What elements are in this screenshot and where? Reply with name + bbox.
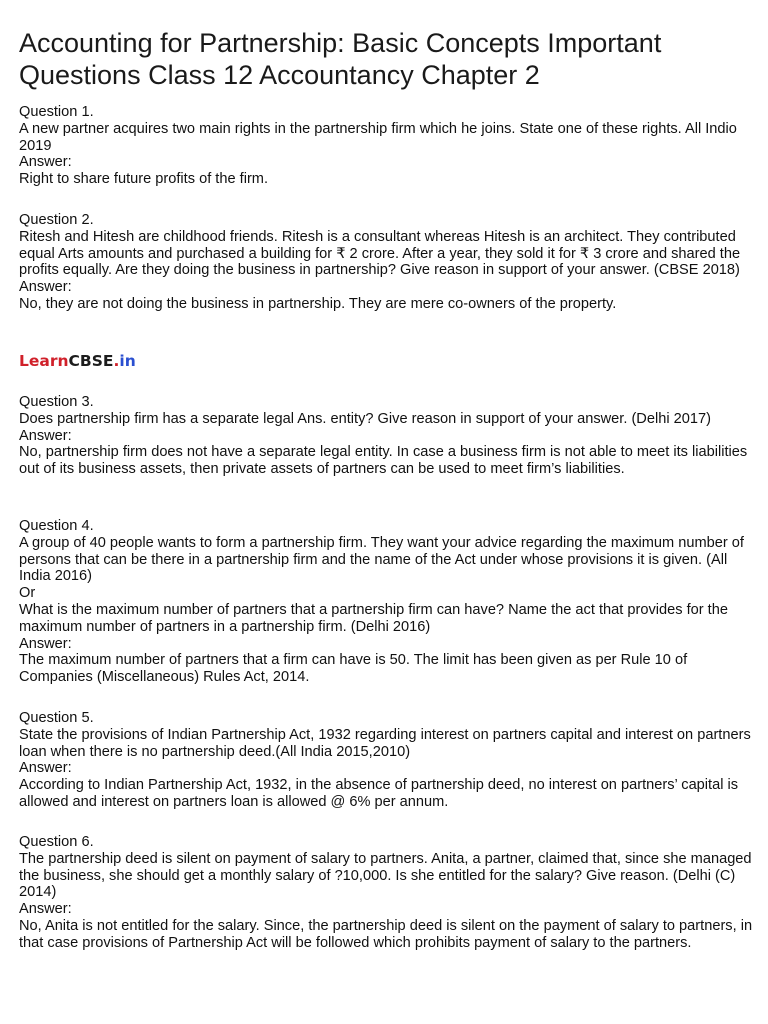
answer-text: The maximum number of partners that a firm can have is 50. The limit has been given as per Rule 10 of Companies (Miscellaneous) Rules Act, 2014. xyxy=(19,652,688,686)
question-text: Does partnership firm has a separate legal Ans. entity? Give reason in support of your answer. (Delhi 2017) xyxy=(19,410,711,427)
question-block-3 xyxy=(19,394,754,478)
answer-label: Answer: xyxy=(19,154,72,171)
page-title: Accounting for Partnership: Basic Concepts Important Questions Class 12 Accountancy Chapter 2 xyxy=(19,28,662,90)
question-label: Question 4. xyxy=(19,518,94,534)
question-text: A new partner acquires two main rights in the partnership firm which he joins. State one of these rights. All Indio 2019 xyxy=(19,120,737,154)
question-block-1 xyxy=(19,104,754,188)
learncbse-logo xyxy=(19,352,136,370)
question-label: Question 6. xyxy=(19,834,94,850)
question-label: Question 5. xyxy=(19,710,94,726)
answer-text: Right to share future profits of the firm. xyxy=(19,171,269,188)
question-or: Or xyxy=(19,585,36,602)
answer-label: Answer: xyxy=(19,635,72,652)
question-label: Question 2. xyxy=(19,212,94,228)
question-text: Ritesh and Hitesh are childhood friends. Ritesh is a consultant whereas Hitesh is an architect. They contributed equal Arts amounts and purchased a building for ₹ 2 crore. After a year, they sold it for ₹ 3 crore and shared the profits equally. Are they doing the business in partnership? Give reason in support of your answer. (CBSE 2018) xyxy=(19,228,741,279)
question-label: Question 3. xyxy=(19,394,94,410)
question-text: State the provisions of Indian Partnership Act, 1932 regarding interest on partners capital and interest on partners loan when there is no partnership deed.(All India 2015,2010) xyxy=(19,726,751,760)
answer-label: Answer: xyxy=(19,427,72,444)
answer-label: Answer: xyxy=(19,760,72,777)
answer-label: Answer: xyxy=(19,901,72,918)
question-text: A group of 40 people wants to form a partnership firm. They want your advice regarding the maximum number of persons that can be there in a partnership firm and the name of the Act under whose provisions it is given. (All India 2016) xyxy=(19,534,744,585)
question-block-6 xyxy=(19,834,754,952)
question-block-5 xyxy=(19,710,754,811)
logo-learn: Learn xyxy=(19,352,69,370)
logo-in: in xyxy=(119,352,136,370)
answer-text: No, they are not doing the business in partnership. They are mere co-owners of the property. xyxy=(19,295,617,312)
logo-dot: . xyxy=(113,352,120,370)
answer-label: Answer: xyxy=(19,279,72,296)
answer-text: According to Indian Partnership Act, 1932, in the absence of partnership deed, no interest on partners’ capital is allowed and interest on partners loan is allowed @ 6% per annum. xyxy=(19,777,739,810)
answer-text: No, partnership firm does not have a separate legal entity. In case a business firm is not able to meet its liabilities out of its business assets, then private assets of partners can be used to meet firm’s liabilities. xyxy=(19,444,748,478)
question-block-2 xyxy=(19,212,754,313)
answer-text: No, Anita is not entitled for the salary. Since, the partnership deed is silent on the payment of salary to partners, in that case provisions of Partnership Act will be followed which prohibits payment of salary to the partners. xyxy=(19,917,753,951)
logo-cbse: CBSE xyxy=(68,352,114,370)
question-text-alt: What is the maximum number of partners that a partnership firm can have? Name the act that provides for the maximum number of partners in a partnership firm. (Delhi 2016) xyxy=(19,601,728,635)
question-label: Question 1. xyxy=(19,104,94,120)
question-text: The partnership deed is silent on payment of salary to partners. Anita, a partner, claimed that, since she managed the business, she should get a monthly salary of ?10,000. Is she entitled for the salary? Give reason. (Delhi (C) 2014) xyxy=(19,850,752,901)
question-block-4 xyxy=(19,518,754,686)
